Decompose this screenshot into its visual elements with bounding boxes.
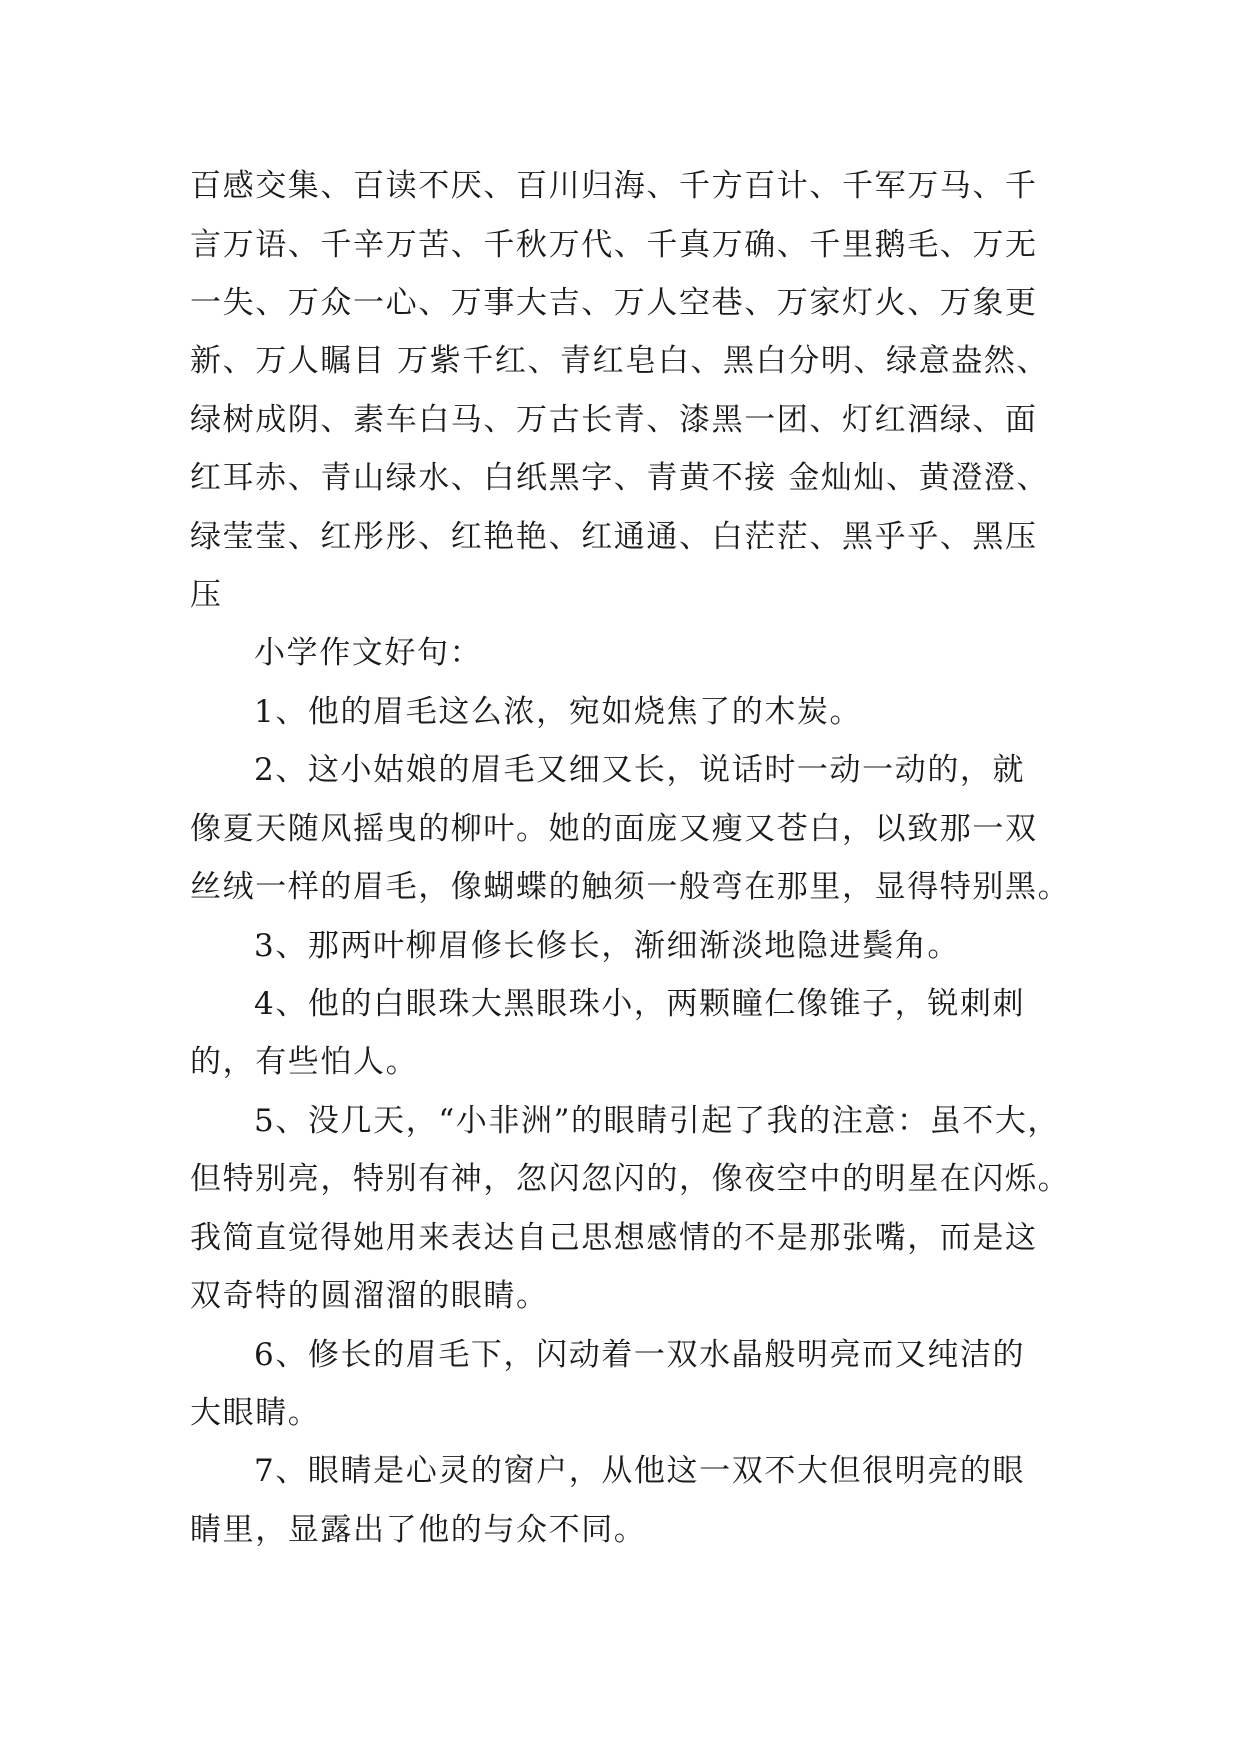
text-line: 睛里，显露出了他的与众不同。	[190, 1512, 647, 1548]
section-heading: 小学作文好句：	[254, 635, 483, 671]
text-line: 大眼睛。	[190, 1395, 321, 1431]
text-line: 像夏天随风摇曳的柳叶。她的面庞又瘦又苍白，以致那一双	[190, 811, 1038, 847]
text-line: 5、没几天，“小非洲”的眼睛引起了我的注意：虽不大，	[254, 1103, 1061, 1139]
text-line: 双奇特的圆溜溜的眼睛。	[190, 1278, 549, 1314]
text-line: 绿树成阴、素车白马、万古长青、漆黑一团、灯红酒绿、面	[190, 402, 1038, 438]
text-line: 一失、万众一心、万事大吉、万人空巷、万家灯火、万象更	[190, 285, 1038, 321]
text-line: 1、他的眉毛这么浓，宛如烧焦了的木炭。	[254, 694, 863, 730]
text-line: 红耳赤、青山绿水、白纸黑字、青黄不接 金灿灿、黄澄澄、	[190, 460, 1050, 496]
text-line: 3、那两叶柳眉修长修长，渐细渐淡地隐进鬓角。	[254, 928, 960, 964]
text-line: 的，有些怕人。	[190, 1044, 419, 1080]
text-line: 新、万人瞩目 万紫千红、青红皂白、黑白分明、绿意盎然、	[190, 343, 1050, 379]
text-line: 我简直觉得她用来表达自己思想感情的不是那张嘴，而是这	[190, 1220, 1038, 1256]
text-line: 7、眼睛是心灵的窗户，从他这一双不大但很明亮的眼	[254, 1453, 1026, 1489]
text-line: 丝绒一样的眉毛，像蝴蝶的触须一般弯在那里，显得特别黑。	[190, 869, 1071, 905]
text-line: 绿莹莹、红彤彤、红艳艳、红通通、白茫茫、黑乎乎、黑压	[190, 519, 1038, 555]
text-line: 但特别亮，特别有神，忽闪忽闪的，像夜空中的明星在闪烁。	[190, 1161, 1071, 1197]
text-line: 言万语、千辛万苦、千秋万代、千真万确、千里鹅毛、万无	[190, 227, 1038, 263]
text-line: 2、这小姑娘的眉毛又细又长，说话时一动一动的，就	[254, 752, 1026, 788]
text-line: 6、修长的眉毛下，闪动着一双水晶般明亮而又纯洁的	[254, 1337, 1026, 1373]
text-line: 百感交集、百读不厌、百川归海、千方百计、千军万马、千	[190, 168, 1038, 204]
text-line: 4、他的白眼珠大黑眼珠小，两颗瞳仁像锥子，锐刺刺	[254, 986, 1026, 1022]
text-line: 压	[190, 577, 223, 613]
